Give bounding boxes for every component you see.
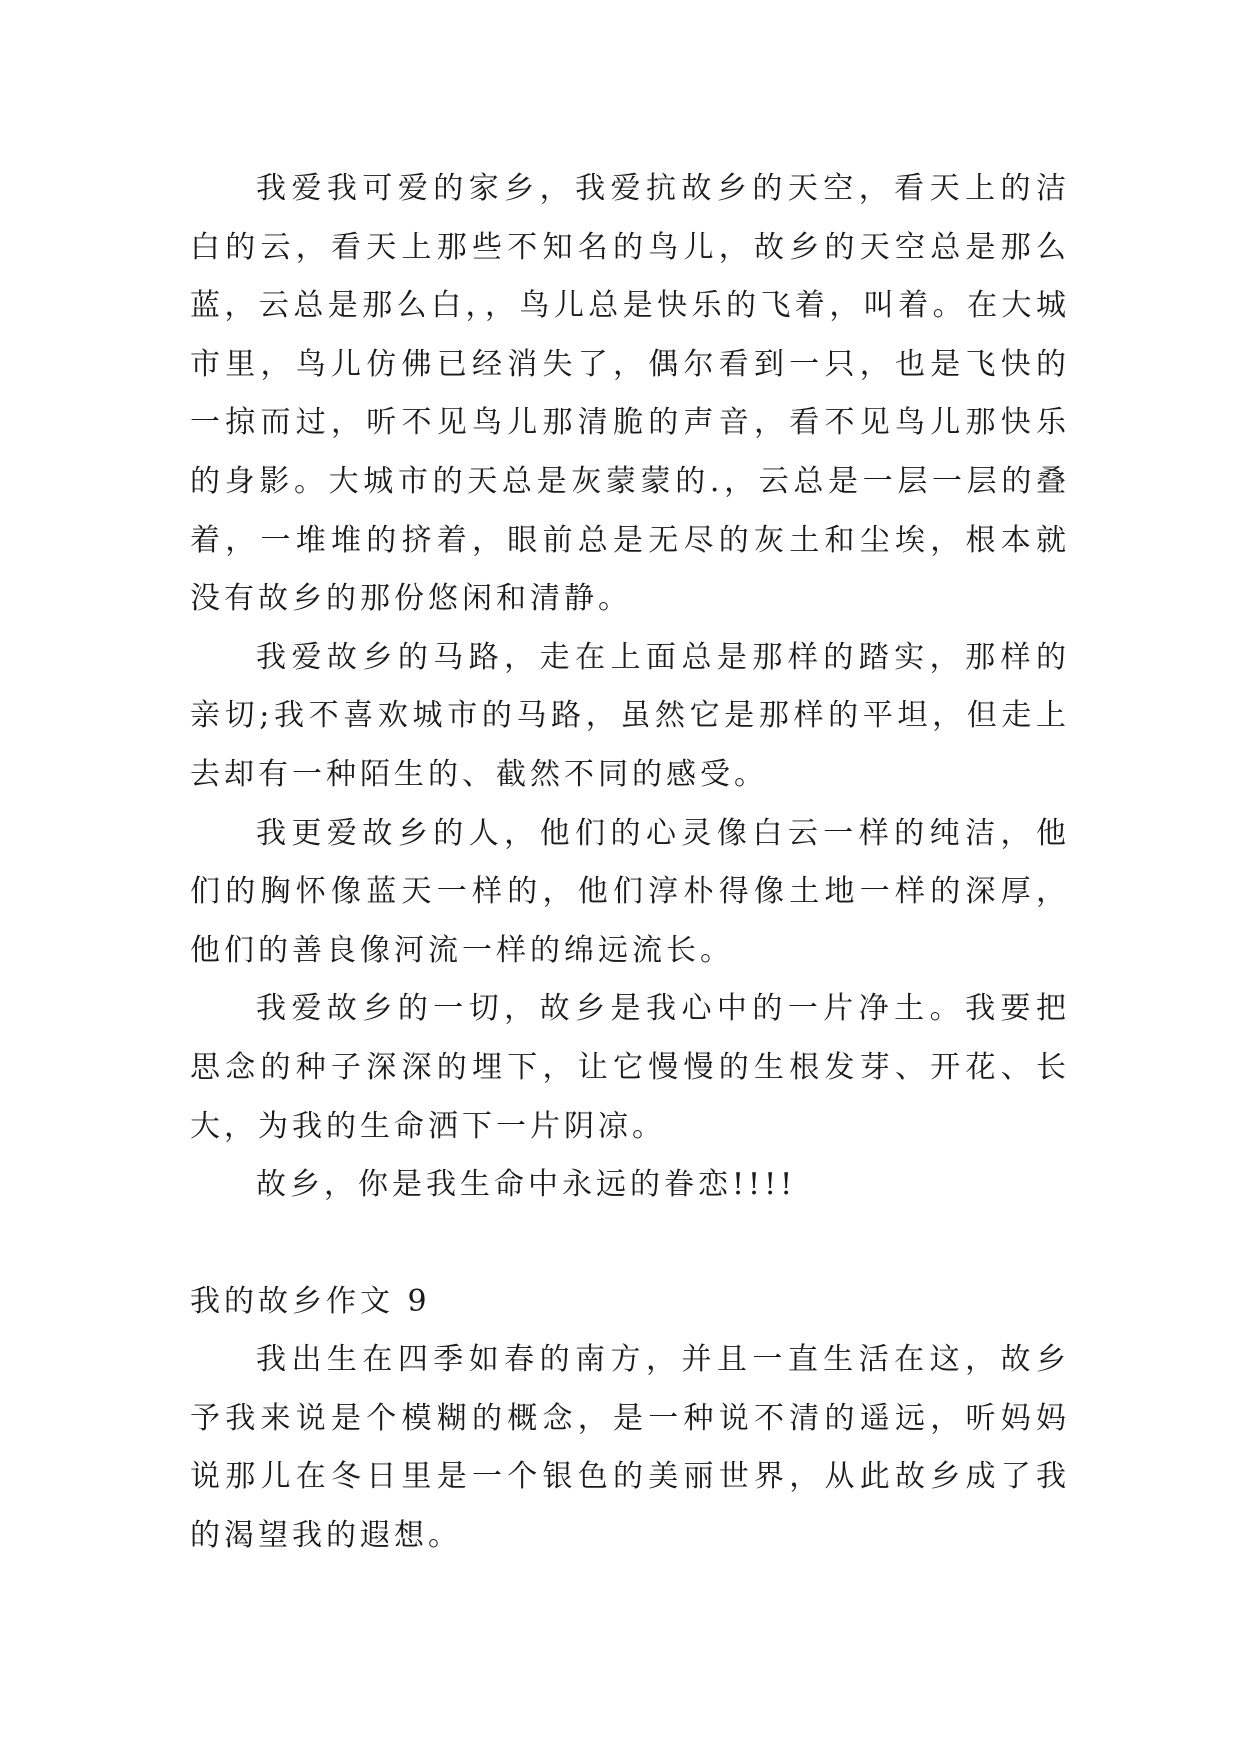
paragraph-3: 我更爱故乡的人，他们的心灵像白云一样的纯洁，他们的胸怀像蓝天一样的，他们淳朴得像土地一样的深厚，他们的善良像河流一样的绵远流长。 (190, 815, 1070, 968)
section-heading: 我的故乡作文 9 (190, 1283, 431, 1319)
paragraph-2: 我爱故乡的马路，走在上面总是那样的踏实，那样的亲切;我不喜欢城市的马路，虽然它是那样的平坦，但走上去却有一种陌生的、截然不同的感受。 (190, 639, 1070, 792)
paragraph-4: 我爱故乡的一切，故乡是我心中的一片净土。我要把思念的种子深深的埋下，让它慢慢的生根发芽、开花、长大，为我的生命洒下一片阴凉。 (190, 991, 1070, 1144)
paragraph-1: 我爱我可爱的家乡，我爱抗故乡的天空，看天上的洁白的云，看天上那些不知名的鸟儿，故乡的天空总是那么蓝，云总是那么白，，鸟儿总是快乐的飞着，叫着。在大城市里，鸟儿仿佛已经消失了，偶尔看到一只，也是飞快的一掠而过，听不见鸟儿那清脆的声音，看不见鸟儿那快乐的身影。大城市的天总是灰蒙蒙的.，云总是一层一层的叠着，一堆堆的挤着，眼前总是无尽的灰土和尘埃，根本就没有故乡的那份悠闲和清静。 (190, 171, 1070, 617)
paragraph-6: 我出生在四季如春的南方，并且一直生活在这，故乡予我来说是个模糊的概念，是一种说不清的遥远，听妈妈说那儿在冬日里是一个银色的美丽世界，从此故乡成了我的渴望我的遐想。 (190, 1342, 1070, 1554)
paragraph-5: 故乡，你是我生命中永远的眷恋!!!! (256, 1167, 797, 1203)
document-body (190, 160, 1070, 1566)
